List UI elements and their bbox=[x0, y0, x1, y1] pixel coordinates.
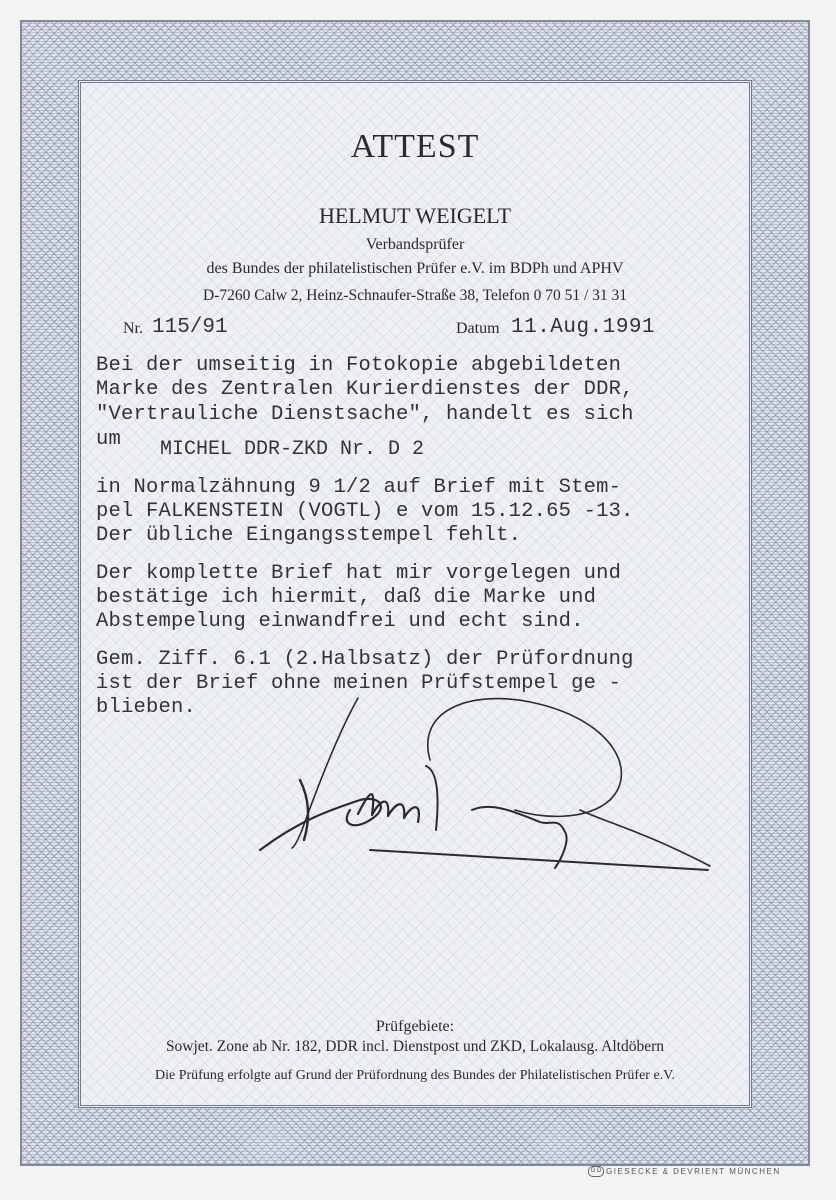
nr-value: 115/91 bbox=[152, 316, 228, 339]
body-line: bestätige ich hiermit, daß die Marke und bbox=[96, 586, 597, 609]
handwritten-signature bbox=[240, 690, 730, 890]
examiner-name: HELMUT WEIGELT bbox=[318, 203, 512, 228]
body-line: um bbox=[96, 428, 122, 451]
examiner-role: Verbandsprüfer bbox=[365, 236, 465, 253]
body-line: Der komplette Brief hat mir vorgelegen und bbox=[96, 562, 622, 585]
body-line: Bei der umseitig in Fotokopie abgebildeten bbox=[96, 354, 622, 377]
michel-catalogue-number: MICHEL DDR-ZKD Nr. D 2 bbox=[160, 438, 425, 461]
address-line: D-7260 Calw 2, Heinz-Schnaufer-Straße 38, Telefon 0 70 51 / 31 31 bbox=[202, 287, 628, 304]
body-line: pel FALKENSTEIN (VOGTL) e vom 15.12.65 -13. bbox=[96, 500, 634, 523]
printer-logo: G D bbox=[588, 1166, 604, 1177]
examination-note: Die Prüfung erfolgte auf Grund der Prüfordnung des Bundes der Philatelistischen Prüfer e.V. bbox=[155, 1068, 675, 1083]
body-line: "Vertrauliche Dienstsache", handelt es sich bbox=[96, 403, 634, 426]
nr-label: Nr. bbox=[123, 320, 143, 337]
body-line: Der übliche Eingangsstempel fehlt. bbox=[96, 524, 522, 547]
body-line: Abstempelung einwandfrei und echt sind. bbox=[96, 610, 584, 633]
body-line: blieben. bbox=[96, 696, 197, 719]
printer-imprint: GIESECKE & DEVRIENT MÜNCHEN bbox=[606, 1167, 781, 1176]
body-line: Gem. Ziff. 6.1 (2.Halbsatz) der Prüfordnung bbox=[96, 648, 634, 671]
footer-heading: Prüfgebiete: bbox=[375, 1018, 455, 1035]
body-line: in Normalzähnung 9 1/2 auf Brief mit Stem- bbox=[96, 476, 622, 499]
body-line: ist der Brief ohne meinen Prüfstempel ge - bbox=[96, 672, 622, 695]
datum-label: Datum bbox=[456, 320, 500, 337]
body-line: Marke des Zentralen Kurierdienstes der DDR, bbox=[96, 378, 634, 401]
examination-areas: Sowjet. Zone ab Nr. 182, DDR incl. Dienstpost und ZKD, Lokalausg. Altdöbern bbox=[165, 1038, 665, 1055]
certificate-title: ATTEST bbox=[350, 128, 480, 165]
association-line: des Bundes der philatelistischen Prüfer e.V. im BDPh und APHV bbox=[206, 260, 624, 277]
datum-value: 11.Aug.1991 bbox=[511, 316, 656, 339]
